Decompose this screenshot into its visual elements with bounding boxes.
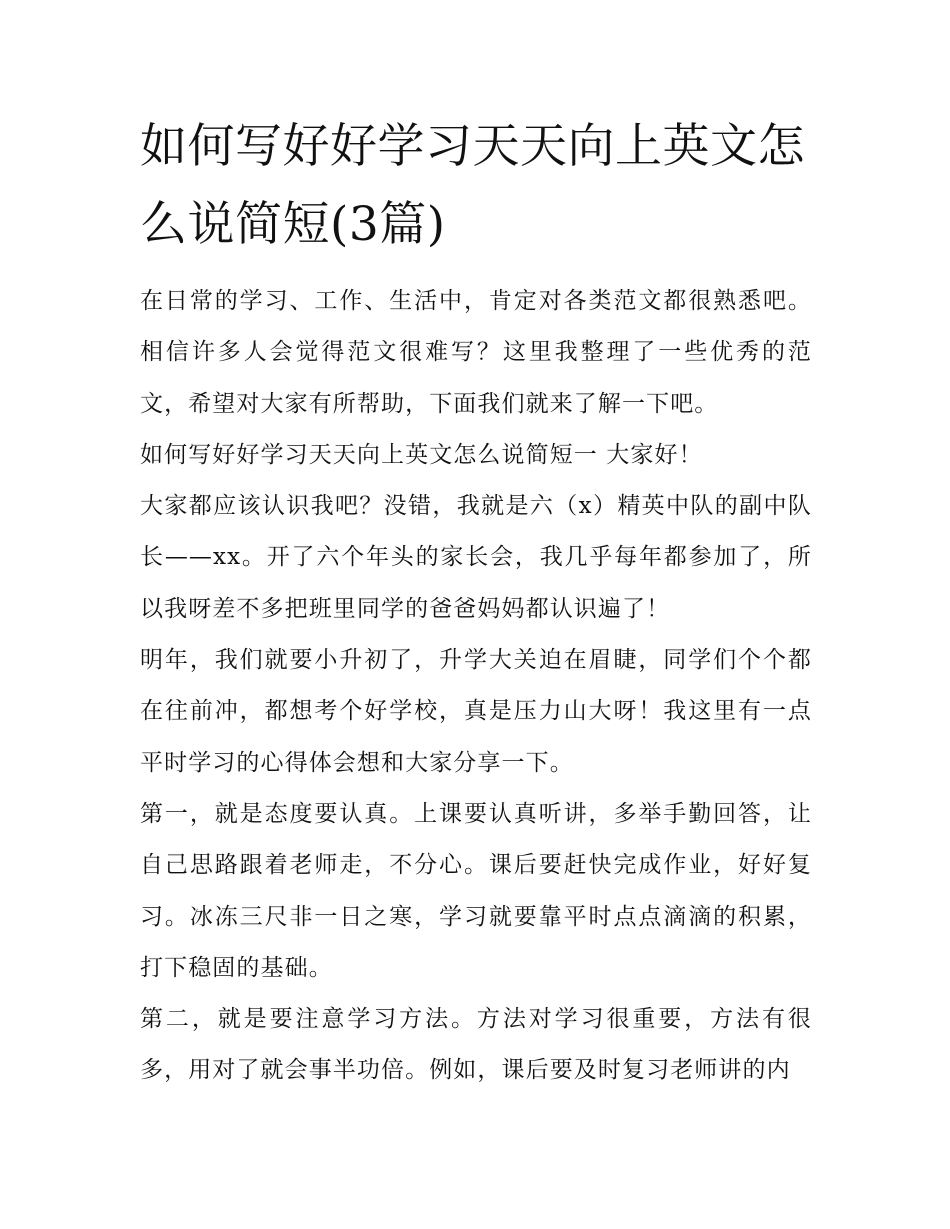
paragraph-point-two: 第二，就是要注意学习方法。方法对学习很重要，方法有很多，用对了就会事半功倍。例如，课后要及时复习老师讲的内 xyxy=(140,1006,812,1084)
paragraph-intro: 在日常的学习、工作、生活中，肯定对各类范文都很熟悉吧。相信许多人会觉得范文很难写？这里我整理了一些优秀的范文，希望对大家有所帮助，下面我们就来了解一下吧。 xyxy=(140,288,812,417)
paragraph-section-heading: 如何写好好学习天天向上英文怎么说简短一 大家好！ xyxy=(140,441,703,468)
document-title: 如何写好好学习天天向上英文怎么说简短(3篇) xyxy=(140,119,805,252)
paragraph-self-introduction: 大家都应该认识我吧？没错，我就是六（x）精英中队的副中队长——xx。开了六个年头的家长会，我几乎每年都参加了，所以我呀差不多把班里同学的爸爸妈妈都认识遍了！ xyxy=(140,493,812,622)
paragraph-exam-pressure: 明年，我们就要小升初了，升学大关迫在眉睫，同学们个个都在往前冲，都想考个好学校，真是压力山大呀！我这里有一点平时学习的心得体会想和大家分享一下。 xyxy=(140,647,812,776)
document-body xyxy=(140,276,812,1097)
paragraph-point-one: 第一，就是态度要认真。上课要认真听讲，多举手勤回答，让自己思路跟着老师走，不分心。课后要赶快完成作业，好好复习。冰冻三尺非一日之寒，学习就要靠平时点点滴滴的积累，打下稳固的基础。 xyxy=(140,800,812,981)
